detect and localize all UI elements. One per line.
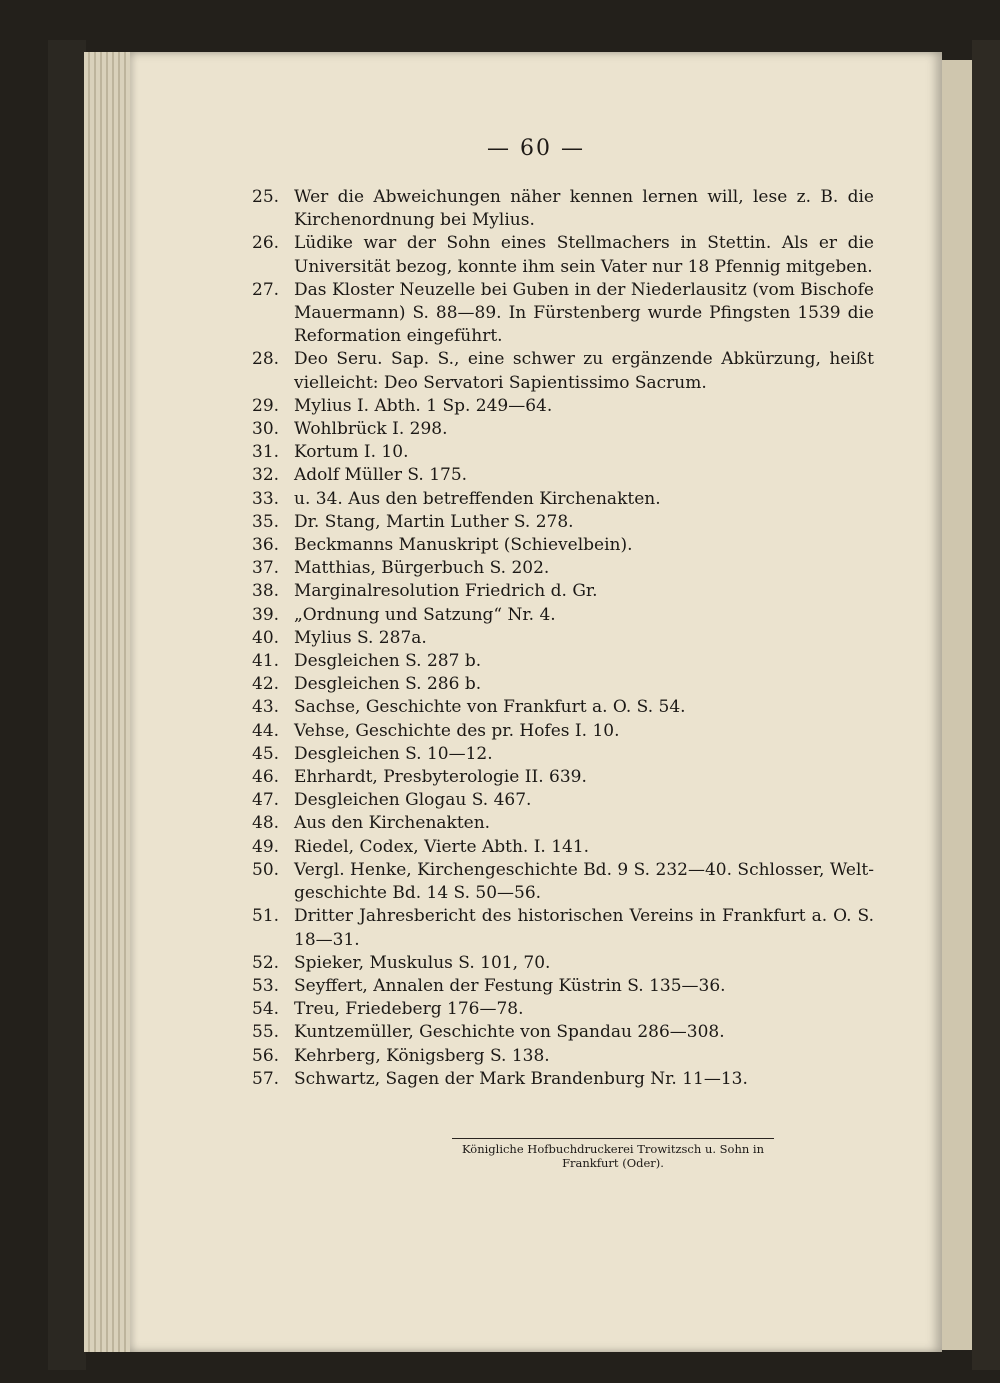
book-cover-left-edge — [48, 40, 86, 1370]
endnote-text: Lüdike war der Sohn eines Stellmachers in Stettin. Als er die Universität bezog, konnte ihm sein Vater nur 18 Pfennig mitgeben. — [294, 233, 874, 277]
endnote-text: Ehrhardt, Presbyterologie II. 639. — [294, 767, 587, 788]
endnote-number: 49. — [252, 836, 280, 857]
endnote-number: 43. — [252, 697, 280, 718]
endnote-text: Desgleichen S. 10—12. — [294, 743, 493, 764]
endnote-text: Vehse, Geschichte des pr. Hofes I. 10. — [294, 720, 620, 741]
endnote-text: Das Kloster Neuzelle bei Guben in der Niederlausitz (vom Bischofe Mauermann) S. 88—89. In Fürstenberg wurde Pfingsten 1539 die Reformation eingeführt. — [294, 279, 874, 347]
printer-imprint: Königliche Hofbuchdruckerei Trowitzsch u. Sohn in Frankfurt (Oder). — [461, 1142, 765, 1170]
endnote-item — [252, 534, 874, 557]
endnote-text: Desgleichen S. 287 b. — [294, 651, 482, 672]
page-stack-edges — [84, 52, 134, 1352]
endnote-text: Treu, Friedeberg 176—78. — [294, 999, 524, 1020]
endnote-item — [252, 557, 874, 580]
endnote-number: 38. — [252, 581, 280, 602]
endnote-text: Mylius I. Abth. 1 Sp. 249—64. — [294, 395, 553, 416]
endnote-item — [252, 580, 874, 603]
endnote-text: Kehrberg, Königsberg S. 138. — [294, 1045, 550, 1066]
endnote-number: 39. — [252, 604, 280, 625]
endnote-item — [252, 650, 874, 673]
page-number: — 60 — — [487, 136, 585, 161]
endnote-item — [252, 604, 874, 627]
endnote-item — [252, 743, 874, 766]
endnote-number: 53. — [252, 975, 280, 996]
endnote-item — [252, 789, 874, 812]
endnote-number: 50. — [252, 859, 280, 880]
facing-page-edge — [942, 60, 972, 1350]
endnote-number: 54. — [252, 999, 280, 1020]
footer-rule — [452, 1138, 774, 1139]
endnote-text: Desgleichen S. 286 b. — [294, 674, 482, 695]
endnote-number: 57. — [252, 1068, 280, 1089]
endnote-number: 47. — [252, 790, 280, 811]
endnote-text: Adolf Müller S. 175. — [294, 465, 468, 486]
endnote-text: Mylius S. 287a. — [294, 627, 427, 648]
endnote-number: 40. — [252, 627, 280, 648]
endnote-number: 35. — [252, 511, 280, 532]
endnote-number: 31. — [252, 442, 280, 463]
endnote-text: Dritter Jahresbericht des historischen Vereins in Frankfurt a. O. S. 18—31. — [294, 906, 874, 950]
endnote-number: 25. — [252, 187, 280, 207]
endnote-text: Marginalresolution Friedrich d. Gr. — [294, 581, 598, 602]
endnote-number: 48. — [252, 813, 280, 834]
endnote-item — [252, 1021, 874, 1044]
endnote-number: 41. — [252, 651, 280, 672]
endnote-item — [252, 232, 874, 278]
endnote-item — [252, 812, 874, 835]
endnote-number: 42. — [252, 674, 280, 695]
endnote-item — [252, 348, 874, 394]
endnote-number: 30. — [252, 419, 280, 440]
endnote-item — [252, 1045, 874, 1068]
endnote-text: Spieker, Muskulus S. 101, 70. — [294, 952, 551, 973]
endnote-item — [252, 1068, 874, 1091]
endnote-number: 37. — [252, 558, 280, 579]
endnote-item — [252, 279, 874, 349]
endnote-text: Kuntzemüller, Geschichte von Spandau 286—308. — [294, 1022, 725, 1043]
endnote-item — [252, 836, 874, 859]
endnote-number: 26. — [252, 233, 280, 254]
endnote-text: Kortum I. 10. — [294, 442, 409, 463]
endnote-number: 46. — [252, 767, 280, 788]
endnote-text: Schwartz, Sagen der Mark Brandenburg Nr. 11—13. — [294, 1068, 748, 1089]
endnote-number: 55. — [252, 1022, 280, 1043]
endnote-text: Seyffert, Annalen der Festung Küstrin S. 135—36. — [294, 975, 726, 996]
endnotes-list — [252, 186, 874, 1091]
endnote-item — [252, 441, 874, 464]
endnote-item — [252, 488, 874, 511]
endnote-number: 51. — [252, 906, 280, 927]
endnote-text: Vergl. Henke, Kirchengeschichte Bd. 9 S. 232—40. Schlosser, Weltgeschichte Bd. 14 S. 50—56. — [294, 859, 874, 904]
endnote-text: Riedel, Codex, Vierte Abth. I. 141. — [294, 836, 590, 857]
endnote-item — [252, 905, 874, 951]
book-cover-right-edge — [972, 40, 1000, 1370]
endnote-text: Sachse, Geschichte von Frankfurt a. O. S. 54. — [294, 697, 686, 718]
endnote-item — [252, 464, 874, 487]
endnote-item — [252, 418, 874, 441]
endnote-number: 36. — [252, 535, 280, 556]
endnote-text: Beckmanns Manuskript (Schievelbein). — [294, 535, 633, 556]
endnote-item — [252, 998, 874, 1021]
endnote-text: Dr. Stang, Martin Luther S. 278. — [294, 511, 574, 532]
endnote-item — [252, 952, 874, 975]
endnote-number: 27. — [252, 279, 280, 300]
endnote-item — [252, 627, 874, 650]
endnote-item — [252, 186, 874, 232]
endnote-text: Desgleichen Glogau S. 467. — [294, 790, 532, 811]
endnote-number: 45. — [252, 743, 280, 764]
endnote-text: u. 34. Aus den betreffenden Kirchenakten. — [294, 488, 661, 509]
endnote-item — [252, 673, 874, 696]
endnote-item — [252, 766, 874, 789]
endnote-number: 44. — [252, 720, 280, 741]
endnote-item — [252, 511, 874, 534]
endnote-text: Aus den Kirchenakten. — [294, 813, 491, 834]
endnote-text: Matthias, Bürgerbuch S. 202. — [294, 558, 550, 579]
endnote-item — [252, 395, 874, 418]
endnote-number: 29. — [252, 395, 280, 416]
endnote-text: Wer die Abweichungen näher kennen lernen will, lese z. B. die Kirchenordnung bei Mylius. — [294, 187, 874, 231]
endnote-item — [252, 975, 874, 998]
endnote-number: 32. — [252, 465, 280, 486]
endnote-text: Deo Seru. Sap. S., eine schwer zu ergänzende Abkürzung, heißt vielleicht: Deo Servatori Sapientissimo Sacrum. — [294, 349, 874, 393]
endnote-number: 56. — [252, 1045, 280, 1066]
endnote-item — [252, 859, 874, 905]
endnote-number: 28. — [252, 349, 280, 370]
endnote-number: 52. — [252, 952, 280, 973]
endnote-text: „Ordnung und Satzung“ Nr. 4. — [294, 604, 556, 625]
endnote-number: 33. — [252, 488, 280, 509]
endnote-item — [252, 696, 874, 719]
endnote-item — [252, 720, 874, 743]
endnote-text: Wohlbrück I. 298. — [294, 419, 448, 440]
